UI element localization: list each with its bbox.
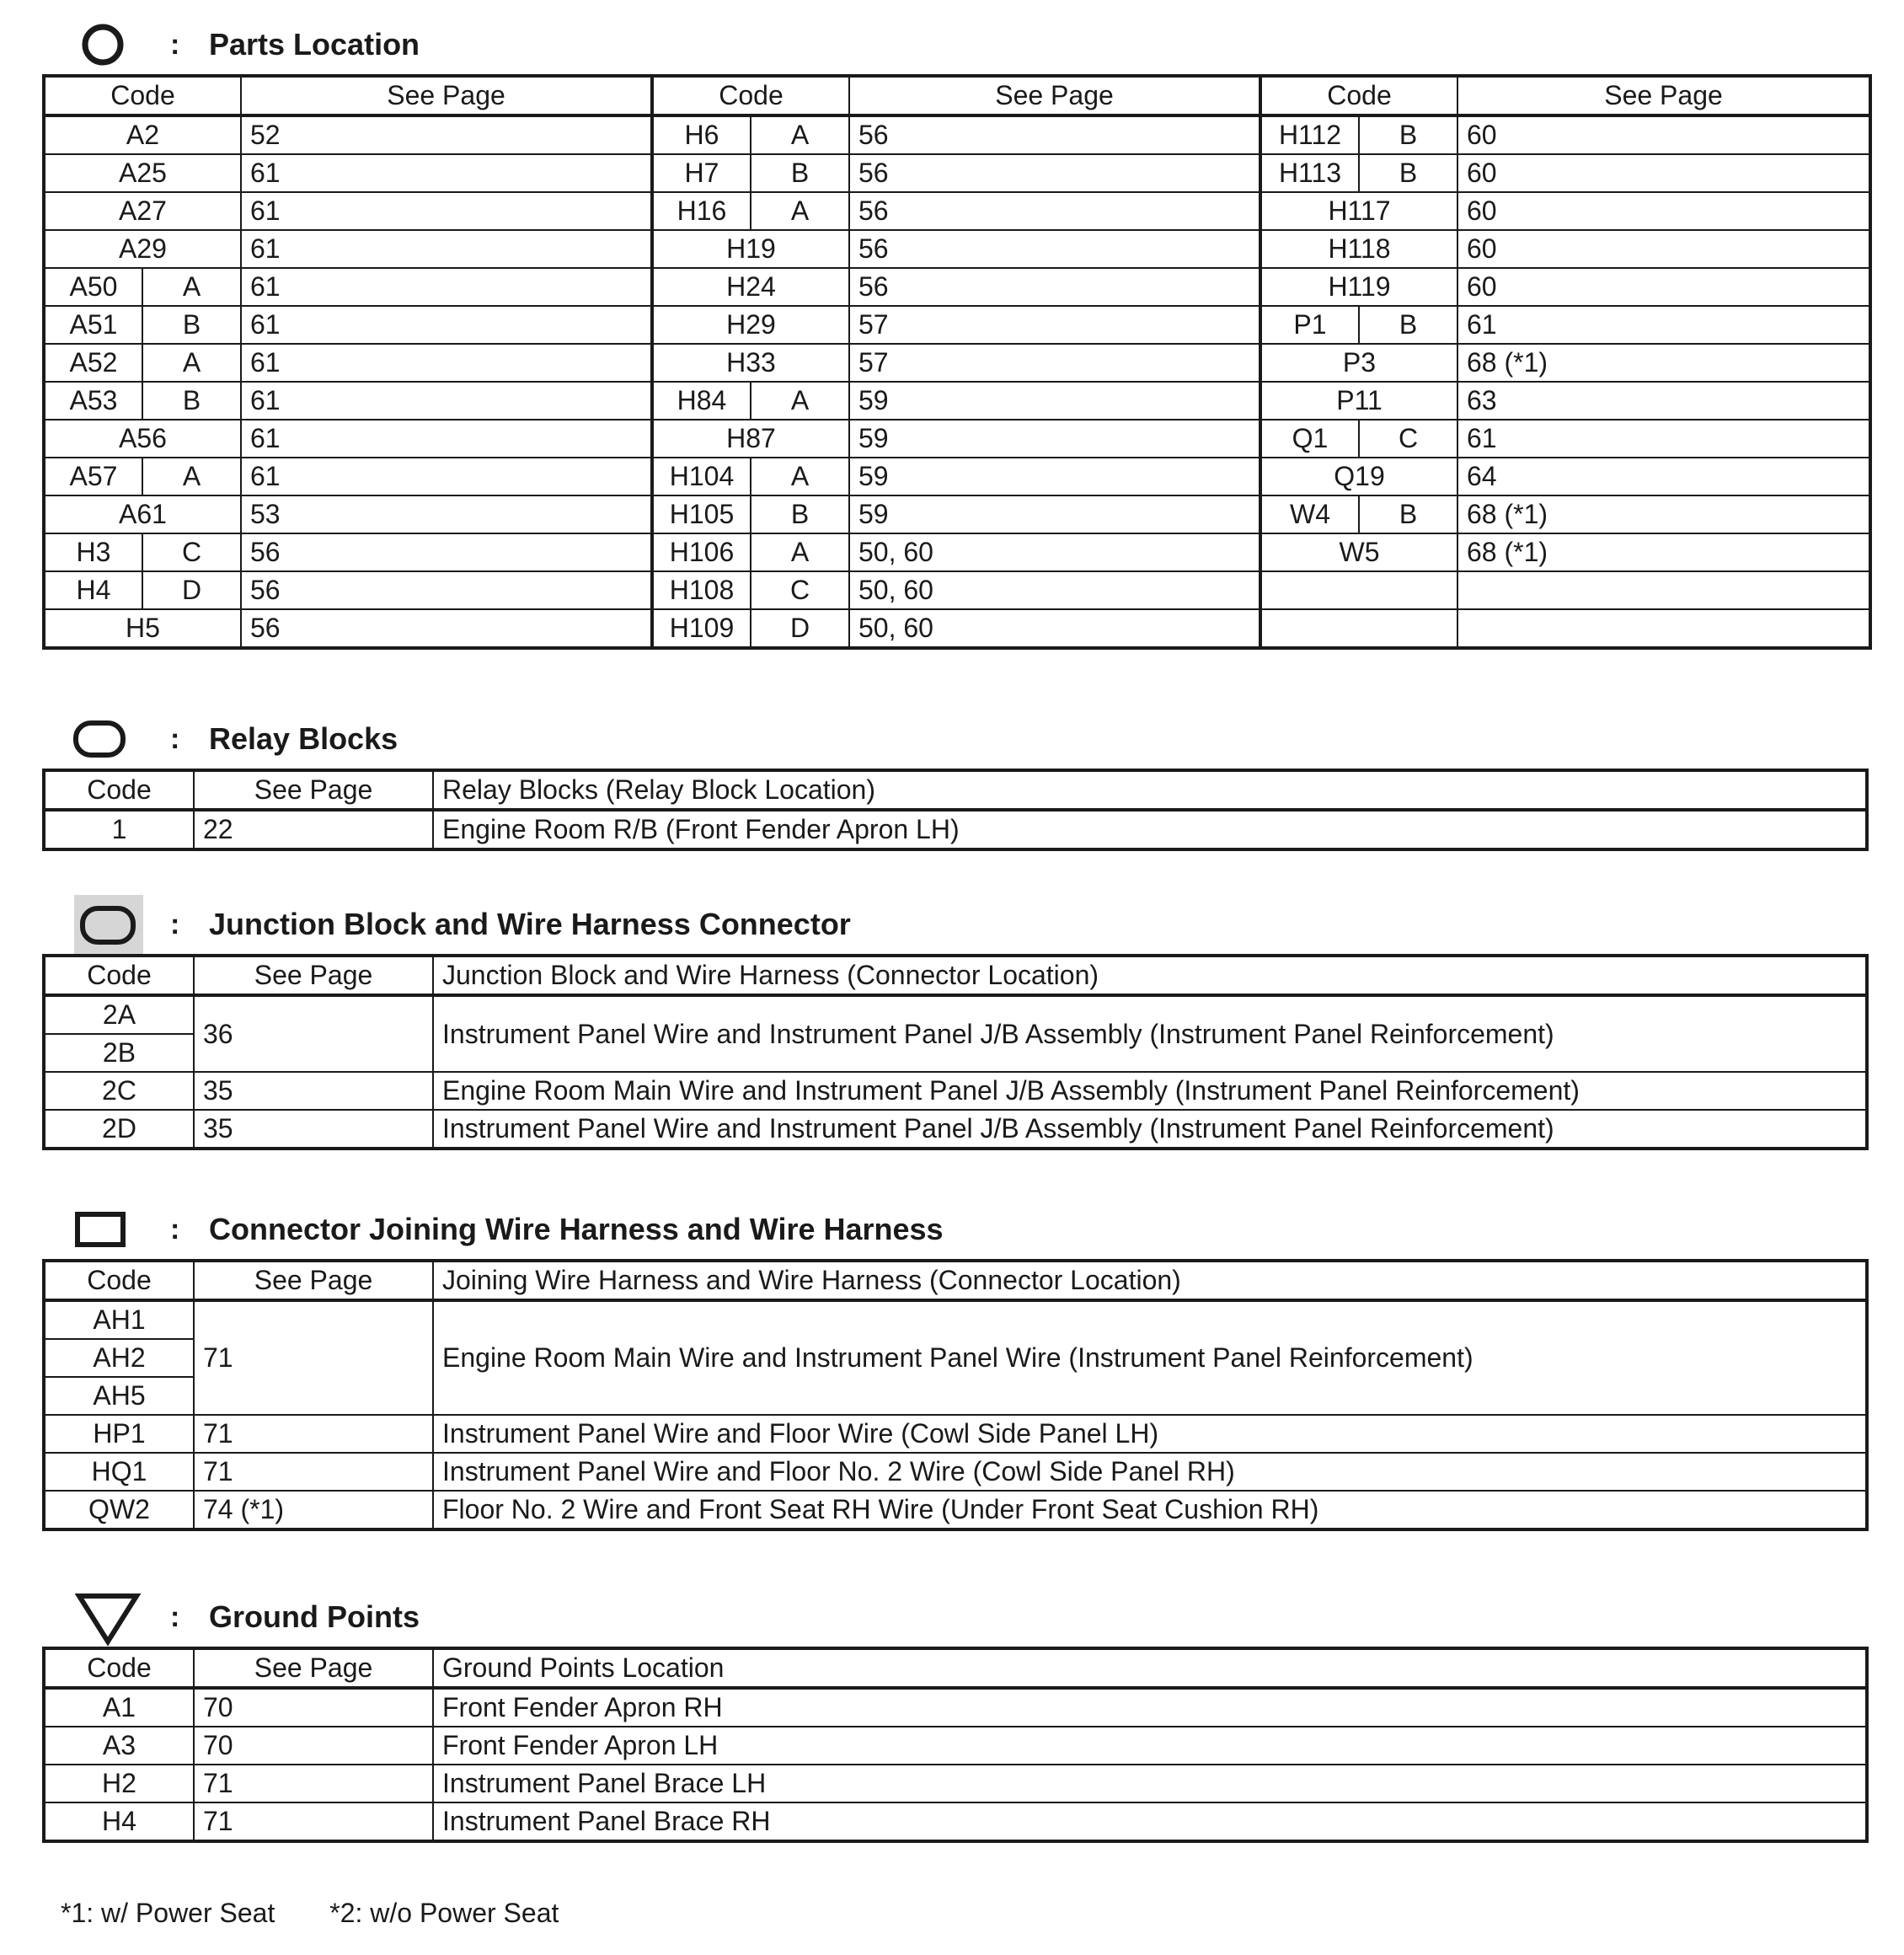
header-description: Ground Points Location xyxy=(433,1648,1867,1688)
table-header-row xyxy=(44,956,1867,995)
part-connector-letter: D xyxy=(142,571,241,609)
part-see-page: 61 xyxy=(241,230,652,268)
part-see-page: 60 xyxy=(1457,115,1870,154)
part-see-page: 61 xyxy=(241,306,652,344)
part-see-page: 56 xyxy=(241,533,652,571)
header-see-page: See Page xyxy=(849,76,1260,115)
table-header-row xyxy=(44,770,1867,810)
table-header-row xyxy=(44,1648,1867,1688)
part-see-page: 61 xyxy=(241,154,652,192)
table-row xyxy=(44,1491,1867,1529)
table-header-row xyxy=(44,76,1870,115)
row-see-page: 36 xyxy=(194,995,433,1072)
part-see-page xyxy=(1457,571,1870,609)
part-see-page: 64 xyxy=(1457,458,1870,495)
part-see-page: 56 xyxy=(849,154,1260,192)
table-row xyxy=(44,420,1870,458)
header-see-page: See Page xyxy=(194,1261,433,1300)
table-row xyxy=(44,995,1867,1034)
part-code: A2 xyxy=(44,115,241,154)
header-code: Code xyxy=(1260,76,1457,115)
ground-points-section xyxy=(42,1588,1869,1843)
row-description: Front Fender Apron LH xyxy=(433,1727,1867,1765)
footnotes xyxy=(61,1898,606,1929)
row-description: Engine Room Main Wire and Instrument Panel Wire (Instrument Panel Reinforcement) xyxy=(433,1300,1867,1415)
row-see-page: 71 xyxy=(194,1415,433,1453)
header-code: Code xyxy=(44,76,241,115)
colon: : xyxy=(170,28,180,61)
part-see-page: 56 xyxy=(849,115,1260,154)
part-code: A57 xyxy=(44,458,142,495)
part-code: H113 xyxy=(1260,154,1359,192)
row-code: AH5 xyxy=(44,1377,194,1415)
part-code: H16 xyxy=(652,192,751,230)
part-see-page: 61 xyxy=(241,268,652,306)
section-header xyxy=(42,710,1869,769)
row-description: Engine Room Main Wire and Instrument Panel J/B Assembly (Instrument Panel Reinforcement) xyxy=(433,1072,1867,1110)
joining-connector-section xyxy=(42,1200,1869,1531)
part-code: H4 xyxy=(44,571,142,609)
section-header xyxy=(42,895,1869,954)
part-code: W4 xyxy=(1260,495,1359,533)
section-title: Parts Location xyxy=(209,27,420,62)
part-code: H6 xyxy=(652,115,751,154)
row-see-page: 71 xyxy=(194,1300,433,1415)
part-see-page: 61 xyxy=(1457,420,1870,458)
part-see-page xyxy=(1457,609,1870,648)
part-see-page: 57 xyxy=(849,344,1260,382)
table-row xyxy=(44,609,1870,648)
part-see-page: 56 xyxy=(849,230,1260,268)
part-see-page: 61 xyxy=(241,344,652,382)
part-connector-letter: A xyxy=(142,458,241,495)
part-code: A52 xyxy=(44,344,142,382)
row-code: HP1 xyxy=(44,1415,194,1453)
section-title: Ground Points xyxy=(209,1599,420,1634)
part-code: W5 xyxy=(1260,533,1457,571)
part-see-page: 60 xyxy=(1457,268,1870,306)
part-see-page: 59 xyxy=(849,458,1260,495)
square-symbol-icon xyxy=(42,1200,143,1259)
part-code: Q19 xyxy=(1260,458,1457,495)
table-row xyxy=(44,306,1870,344)
row-description: Instrument Panel Wire and Instrument Panel J/B Assembly (Instrument Panel Reinforcement) xyxy=(433,1110,1867,1149)
header-see-page: See Page xyxy=(194,956,433,995)
part-code: H3 xyxy=(44,533,142,571)
part-connector-letter: B xyxy=(1359,306,1457,344)
part-see-page: 59 xyxy=(849,495,1260,533)
table-row xyxy=(44,230,1870,268)
part-code: H33 xyxy=(652,344,849,382)
colon: : xyxy=(170,1213,180,1245)
part-see-page: 61 xyxy=(241,382,652,420)
ground-points-table xyxy=(42,1647,1869,1843)
table-row xyxy=(44,192,1870,230)
part-see-page: 68 (*1) xyxy=(1457,344,1870,382)
section-title: Relay Blocks xyxy=(209,721,398,756)
part-see-page: 50, 60 xyxy=(849,571,1260,609)
table-row xyxy=(44,1072,1867,1110)
part-see-page: 57 xyxy=(849,306,1260,344)
relay-blocks-section xyxy=(42,710,1869,851)
part-code: A53 xyxy=(44,382,142,420)
part-code: H118 xyxy=(1260,230,1457,268)
part-code: H7 xyxy=(652,154,751,192)
table-row xyxy=(44,1415,1867,1453)
part-see-page: 60 xyxy=(1457,230,1870,268)
colon: : xyxy=(170,722,180,755)
junction-block-table xyxy=(42,954,1869,1150)
shaded-rounded-rect-symbol-icon xyxy=(42,895,143,954)
part-see-page: 63 xyxy=(1457,382,1870,420)
row-code: H2 xyxy=(44,1765,194,1802)
part-code: H84 xyxy=(652,382,751,420)
circle-symbol-icon xyxy=(42,15,143,74)
part-code: A29 xyxy=(44,230,241,268)
section-header xyxy=(42,1200,1869,1259)
part-code: Q1 xyxy=(1260,420,1359,458)
part-connector-letter: A xyxy=(751,458,849,495)
part-code: A61 xyxy=(44,495,241,533)
part-connector-letter: C xyxy=(1359,420,1457,458)
part-connector-letter: A xyxy=(751,533,849,571)
junction-block-section xyxy=(42,895,1869,1150)
table-row xyxy=(44,571,1870,609)
colon: : xyxy=(170,1600,180,1633)
header-code: Code xyxy=(44,956,194,995)
row-code: H4 xyxy=(44,1802,194,1841)
part-connector-letter: B xyxy=(142,382,241,420)
table-row xyxy=(44,1300,1867,1339)
part-connector-letter: D xyxy=(751,609,849,648)
row-description: Floor No. 2 Wire and Front Seat RH Wire (Under Front Seat Cushion RH) xyxy=(433,1491,1867,1529)
part-code: H24 xyxy=(652,268,849,306)
section-title: Connector Joining Wire Harness and Wire Harness xyxy=(209,1212,944,1246)
parts-location-section xyxy=(42,15,1869,650)
row-code: AH2 xyxy=(44,1339,194,1377)
joining-connector-table xyxy=(42,1259,1869,1531)
part-connector-letter: A xyxy=(142,344,241,382)
table-row xyxy=(44,1453,1867,1491)
part-code: H106 xyxy=(652,533,751,571)
part-see-page: 56 xyxy=(241,609,652,648)
part-see-page: 59 xyxy=(849,420,1260,458)
section-header xyxy=(42,15,1869,74)
table-row xyxy=(44,115,1870,154)
row-description: Instrument Panel Wire and Floor No. 2 Wire (Cowl Side Panel RH) xyxy=(433,1453,1867,1491)
part-connector-letter: A xyxy=(751,192,849,230)
footnote: *1: w/ Power Seat xyxy=(61,1898,275,1928)
part-see-page: 59 xyxy=(849,382,1260,420)
row-code: AH1 xyxy=(44,1300,194,1339)
part-code: H87 xyxy=(652,420,849,458)
part-see-page: 68 (*1) xyxy=(1457,533,1870,571)
row-see-page: 70 xyxy=(194,1688,433,1727)
table-row xyxy=(44,1688,1867,1727)
part-see-page: 68 (*1) xyxy=(1457,495,1870,533)
header-code: Code xyxy=(44,770,194,810)
row-description: Instrument Panel Wire and Instrument Panel J/B Assembly (Instrument Panel Reinforcement) xyxy=(433,995,1867,1072)
part-see-page: 56 xyxy=(849,268,1260,306)
part-code: H119 xyxy=(1260,268,1457,306)
part-connector-letter: B xyxy=(1359,115,1457,154)
part-code: H117 xyxy=(1260,192,1457,230)
part-see-page: 50, 60 xyxy=(849,533,1260,571)
part-connector-letter: B xyxy=(751,495,849,533)
table-row xyxy=(44,495,1870,533)
row-see-page: 22 xyxy=(194,810,433,849)
table-row xyxy=(44,154,1870,192)
header-code: Code xyxy=(44,1261,194,1300)
row-see-page: 35 xyxy=(194,1110,433,1149)
table-row xyxy=(44,1110,1867,1149)
part-see-page: 53 xyxy=(241,495,652,533)
header-description: Relay Blocks (Relay Block Location) xyxy=(433,770,1867,810)
part-connector-letter: B xyxy=(142,306,241,344)
part-code: P1 xyxy=(1260,306,1359,344)
part-code: A25 xyxy=(44,154,241,192)
rounded-rect-symbol-icon xyxy=(42,710,143,769)
part-code: P3 xyxy=(1260,344,1457,382)
table-row xyxy=(44,1765,1867,1802)
header-see-page: See Page xyxy=(1457,76,1870,115)
part-code: H5 xyxy=(44,609,241,648)
table-row xyxy=(44,810,1867,849)
section-header xyxy=(42,1588,1869,1647)
table-row xyxy=(44,1727,1867,1765)
row-description: Instrument Panel Brace RH xyxy=(433,1802,1867,1841)
row-see-page: 70 xyxy=(194,1727,433,1765)
part-code: H108 xyxy=(652,571,751,609)
header-see-page: See Page xyxy=(241,76,652,115)
row-description: Instrument Panel Brace LH xyxy=(433,1765,1867,1802)
part-code: H109 xyxy=(652,609,751,648)
part-code: A50 xyxy=(44,268,142,306)
part-code: H104 xyxy=(652,458,751,495)
part-see-page: 52 xyxy=(241,115,652,154)
relay-blocks-table xyxy=(42,769,1869,851)
part-connector-letter: B xyxy=(751,154,849,192)
table-row xyxy=(44,533,1870,571)
part-see-page: 61 xyxy=(241,192,652,230)
row-code: 2C xyxy=(44,1072,194,1110)
row-code: 2D xyxy=(44,1110,194,1149)
table-row xyxy=(44,458,1870,495)
part-see-page: 56 xyxy=(849,192,1260,230)
part-code xyxy=(1260,571,1457,609)
table-row xyxy=(44,344,1870,382)
triangle-symbol-icon xyxy=(42,1588,143,1647)
header-description: Joining Wire Harness and Wire Harness (Connector Location) xyxy=(433,1261,1867,1300)
part-connector-letter: A xyxy=(751,382,849,420)
part-code: H112 xyxy=(1260,115,1359,154)
part-see-page: 50, 60 xyxy=(849,609,1260,648)
part-connector-letter: B xyxy=(1359,495,1457,533)
part-see-page: 60 xyxy=(1457,192,1870,230)
part-code: H105 xyxy=(652,495,751,533)
part-code: A27 xyxy=(44,192,241,230)
part-connector-letter: A xyxy=(751,115,849,154)
part-connector-letter: C xyxy=(142,533,241,571)
row-code: A3 xyxy=(44,1727,194,1765)
row-code: 2A xyxy=(44,995,194,1034)
header-see-page: See Page xyxy=(194,1648,433,1688)
row-code: 1 xyxy=(44,810,194,849)
colon: : xyxy=(170,908,180,940)
parts-location-table xyxy=(42,74,1872,650)
row-code: HQ1 xyxy=(44,1453,194,1491)
part-see-page: 61 xyxy=(1457,306,1870,344)
table-row xyxy=(44,268,1870,306)
table-header-row xyxy=(44,1261,1867,1300)
row-see-page: 71 xyxy=(194,1765,433,1802)
part-see-page: 56 xyxy=(241,571,652,609)
part-connector-letter: C xyxy=(751,571,849,609)
row-see-page: 74 (*1) xyxy=(194,1491,433,1529)
part-code xyxy=(1260,609,1457,648)
part-see-page: 61 xyxy=(241,458,652,495)
row-description: Engine Room R/B (Front Fender Apron LH) xyxy=(433,810,1867,849)
header-see-page: See Page xyxy=(194,770,433,810)
row-see-page: 71 xyxy=(194,1453,433,1491)
row-code: 2B xyxy=(44,1034,194,1072)
header-code: Code xyxy=(44,1648,194,1688)
part-code: H29 xyxy=(652,306,849,344)
row-code: A1 xyxy=(44,1688,194,1727)
part-see-page: 60 xyxy=(1457,154,1870,192)
part-connector-letter: B xyxy=(1359,154,1457,192)
section-title: Junction Block and Wire Harness Connector xyxy=(209,907,851,941)
footnote: *2: w/o Power Seat xyxy=(329,1898,559,1928)
part-code: A51 xyxy=(44,306,142,344)
row-see-page: 71 xyxy=(194,1802,433,1841)
part-see-page: 61 xyxy=(241,420,652,458)
row-description: Front Fender Apron RH xyxy=(433,1688,1867,1727)
part-code: P11 xyxy=(1260,382,1457,420)
row-code: QW2 xyxy=(44,1491,194,1529)
row-description: Instrument Panel Wire and Floor Wire (Cowl Side Panel LH) xyxy=(433,1415,1867,1453)
header-description: Junction Block and Wire Harness (Connector Location) xyxy=(433,956,1867,995)
table-row xyxy=(44,382,1870,420)
header-code: Code xyxy=(652,76,849,115)
row-see-page: 35 xyxy=(194,1072,433,1110)
table-row xyxy=(44,1802,1867,1841)
part-code: A56 xyxy=(44,420,241,458)
part-connector-letter: A xyxy=(142,268,241,306)
part-code: H19 xyxy=(652,230,849,268)
